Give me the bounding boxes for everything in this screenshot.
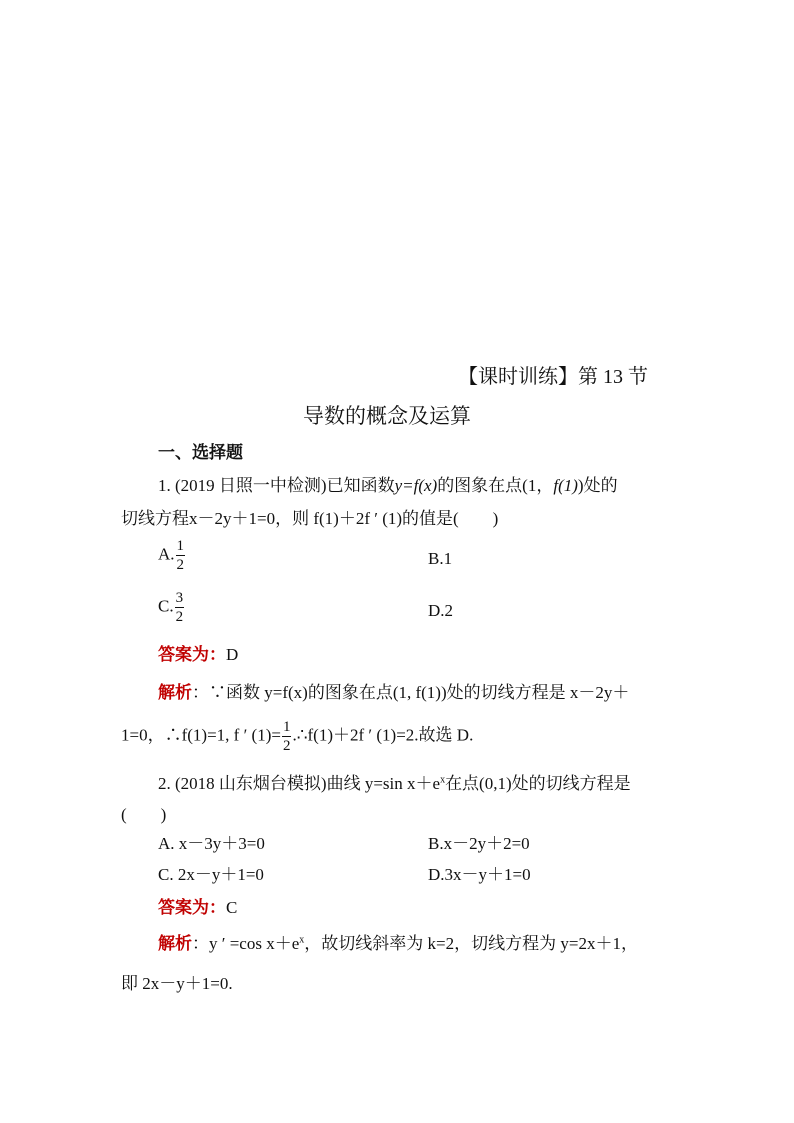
q1-number: 1.	[158, 476, 171, 495]
q2-analysis-sup: x	[299, 934, 305, 946]
q1-fx: y=f(x)	[394, 476, 438, 495]
q1-option-c-fraction	[175, 589, 185, 626]
q1-option-c-numerator: 3	[175, 590, 184, 606]
q1-analysis-text1: ：∵函数 y=f(x)的图象在点(1, f(1))处的切线方程是 x－2y＋	[192, 683, 630, 702]
q2-stem-line1	[158, 773, 631, 795]
lesson-tag: 【课时训练】	[458, 366, 578, 388]
q2-option-d[interactable]: D.3x－y＋1=0	[428, 865, 531, 884]
q2-analysis-line2: 即 2x－y＋1=0.	[121, 974, 233, 993]
q1-option-b[interactable]: B.1	[428, 549, 453, 568]
q1-stem-line2-a: 切线方程	[121, 509, 189, 528]
q2-answer-value: C	[226, 898, 238, 917]
q2-analysis-label: 解析	[158, 934, 192, 953]
q2-option-c[interactable]: C. 2x－y＋1=0	[158, 865, 264, 884]
q1-f1: f(1)	[553, 476, 578, 495]
q1-analysis-text2a: 1=0，∴f(1)=1, f ′ (1)=	[121, 725, 281, 745]
q1-option-a-label: A.	[158, 544, 175, 564]
q2-stem-b: 在点(0,1)处的切线方程是	[445, 774, 631, 793]
q1-analysis-fraction-denominator: 2	[282, 738, 291, 754]
section-heading: 一、选择题	[158, 443, 243, 462]
q1-answer-label: 答案为：	[158, 645, 226, 664]
q1-analysis-text2b: .∴f(1)＋2f ′ (1)=2.故选 D.	[292, 725, 474, 745]
q2-analysis-line1	[158, 933, 638, 955]
q2-option-b[interactable]: B.x－2y＋2=0	[428, 834, 530, 853]
q2-stem-line2: ( )	[121, 805, 167, 824]
q1-analysis-fraction-numerator: 1	[282, 719, 291, 735]
q2-source: (2018 山东烟台模拟)	[175, 774, 327, 793]
lesson-section: 第 13 节	[578, 366, 648, 388]
q1-stem-line2	[121, 508, 498, 530]
q1-option-d[interactable]: D.2	[428, 601, 454, 620]
q2-analysis-text1a: ：y ′ =cos x＋e	[192, 934, 300, 953]
q2-stem-a: 曲线 y=sin x＋e	[326, 774, 441, 793]
q1-option-a[interactable]	[158, 537, 186, 574]
q2-analysis-text1b: ，故切线斜率为 k=2，切线方程为 y=2x＋1，	[304, 934, 638, 953]
q1-analysis-line1	[158, 682, 629, 704]
q1-answer	[158, 644, 238, 666]
q1-option-a-fraction	[176, 537, 186, 574]
q2-option-a[interactable]: A. x－3y＋3=0	[158, 834, 265, 853]
q2-stem-sup: x	[440, 774, 446, 786]
q1-answer-value: D	[226, 645, 239, 664]
q1-stem-b: 的图象在点(1，	[437, 476, 554, 495]
q1-option-a-denominator: 2	[176, 557, 185, 573]
q1-source: (2019 日照一中检测)	[175, 476, 327, 495]
q1-stem-a: 已知函数	[326, 476, 395, 495]
q1-option-c-label: C.	[158, 596, 174, 616]
page-title: 导数的概念及运算	[303, 404, 471, 428]
q1-stem-line2-eq: x－2y＋1=0，则 f(1)＋2f ′ (1)的值是( )	[189, 509, 499, 528]
q1-option-a-numerator: 1	[176, 538, 185, 554]
q1-analysis-fraction	[282, 718, 292, 755]
q1-analysis-label: 解析	[158, 683, 192, 702]
q1-stem-c: )处的	[577, 476, 618, 495]
q2-answer-label: 答案为：	[158, 898, 226, 917]
lesson-header	[458, 364, 648, 390]
q1-analysis-line2	[121, 718, 473, 755]
q1-option-c-denominator: 2	[175, 609, 184, 625]
q1-option-c[interactable]	[158, 589, 185, 626]
q1-stem-line1	[158, 475, 618, 497]
q2-answer	[158, 897, 237, 919]
q2-number: 2.	[158, 774, 171, 793]
